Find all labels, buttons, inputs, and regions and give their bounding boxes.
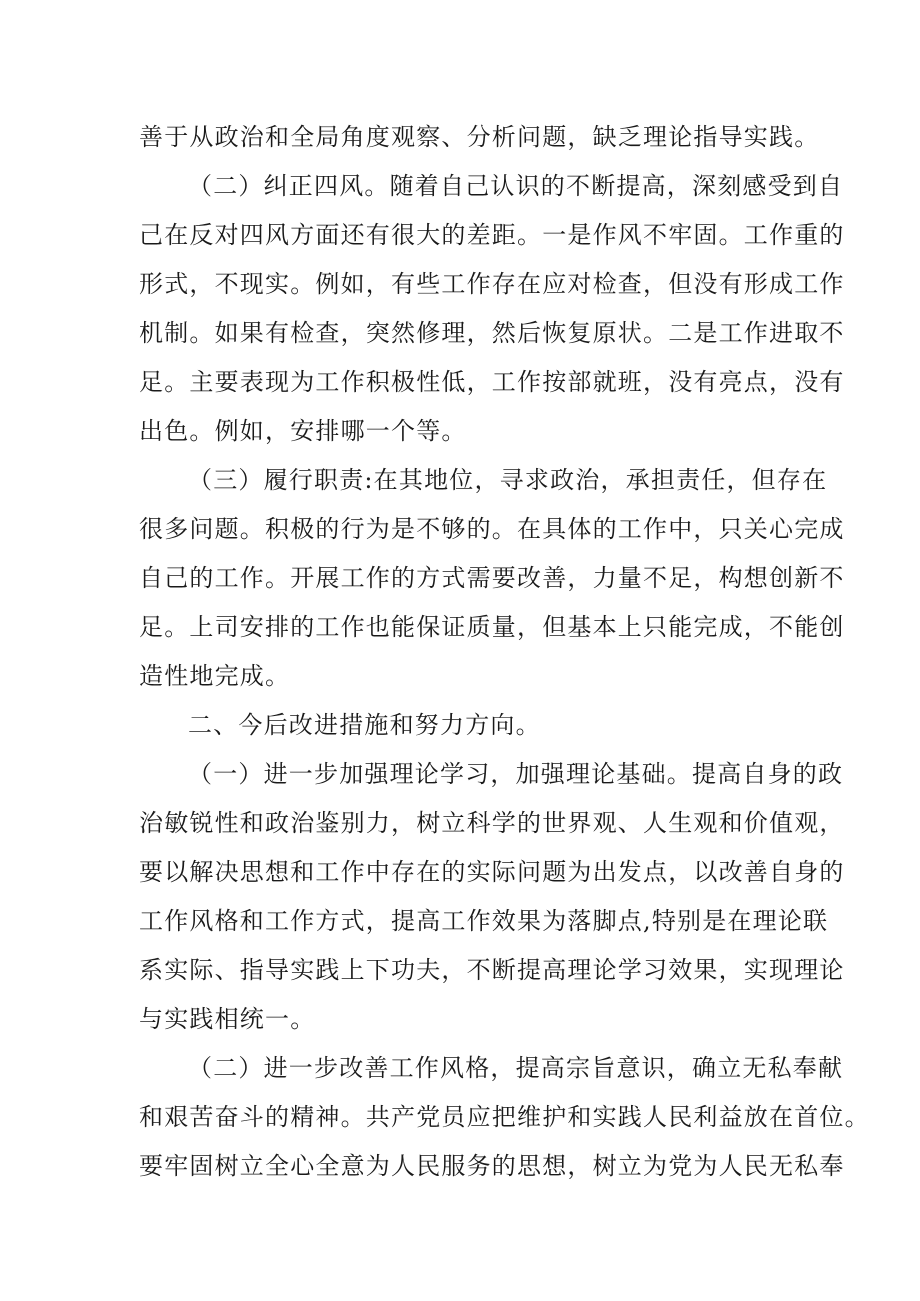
paragraph-line: （三）履行职责:在其地位，寻求政治，承担责任，但存在 — [188, 466, 828, 494]
paragraph-line: 自己的工作。开展工作的方式需要改善，力量不足，构想创新不 — [139, 564, 845, 592]
paragraph-line: 要以解决思想和工作中存在的实际问题为出发点，以改善自身的 — [139, 858, 845, 886]
paragraph-line: 工作风格和工作方式，提高工作效果为落脚点,特别是在理论联 — [139, 907, 829, 935]
paragraph-line: 形式，不现实。例如，有些工作存在应对检查，但没有形成工作 — [139, 270, 845, 298]
paragraph-line: 造性地完成。 — [139, 662, 291, 690]
paragraph-line: 很多问题。积极的行为是不够的。在具体的工作中，只关心完成 — [139, 515, 845, 543]
paragraph-line: 要牢固树立全心全意为人民服务的思想，树立为党为人民无私奉 — [139, 1152, 845, 1180]
paragraph-line: （一）进一步加强理论学习，加强理论基础。提高自身的政 — [188, 760, 844, 788]
paragraph-line: 机制。如果有检查，突然修理，然后恢复原状。二是工作进取不 — [139, 319, 845, 347]
paragraph-line: （二）进一步改善工作风格，提高宗旨意识，确立无私奉献 — [188, 1054, 844, 1082]
paragraph-line: 与实践相统一。 — [139, 1005, 316, 1033]
paragraph-line: 善于从政治和全局角度观察、分析问题，缺乏理论指导实践。 — [139, 123, 820, 151]
paragraph-line: 己在反对四风方面还有很大的差距。一是作风不牢固。工作重的 — [139, 221, 845, 249]
paragraph-line: 和艰苦奋斗的精神。共产党员应把维护和实践人民利益放在首位。 — [139, 1103, 870, 1131]
paragraph-line: （二）纠正四风。随着自己认识的不断提高，深刻感受到自 — [188, 172, 844, 200]
paragraph-line: 出色。例如，安排哪一个等。 — [139, 417, 467, 445]
paragraph-line: 系实际、指导实践上下功夫，不断提高理论学习效果，实现理论 — [139, 956, 845, 984]
paragraph-line: 治敏锐性和政治鉴别力，树立科学的世界观、人生观和价值观， — [139, 809, 845, 837]
paragraph-line: 足。主要表现为工作积极性低，工作按部就班，没有亮点，没有 — [139, 368, 845, 396]
paragraph-line: 足。上司安排的工作也能保证质量，但基本上只能完成，不能创 — [139, 613, 845, 641]
section-heading: 二、今后改进措施和努力方向。 — [188, 711, 541, 739]
